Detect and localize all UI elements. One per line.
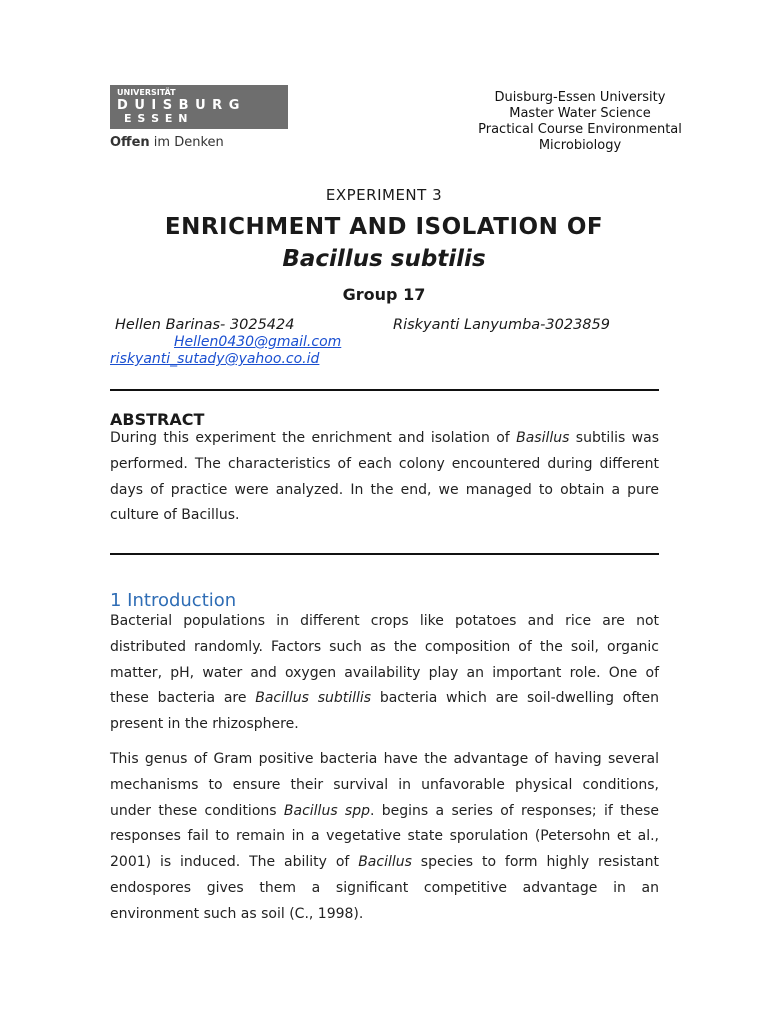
title-line-1: ENRICHMENT AND ISOLATION OF [164,214,604,240]
email-link-2[interactable]: riskyanti_sutady@yahoo.co.id [110,351,320,367]
institution-block [440,90,720,154]
intro-p1-italic: Bacillus subtillis [255,690,372,707]
email-link-1[interactable]: Hellen0430@gmail.com [174,334,342,350]
logo-line-universitat: UNIVERSITÄT [117,88,176,97]
logo-tagline-rest: im Denken [149,135,224,150]
intro-p2-a: This genus of Gram positive bacteria have the advantage of having several mechanisms to ensure their survival in unfavorable physical conditions, under these conditions [110,751,659,819]
title-line-2: Bacillus subtilis [282,246,486,272]
intro-p1-a: Bacterial populations in different crops like potatoes and rice are not distributed randomly. Factors such as the composition of the soil, organic matter, pH, water and oxygen availability play an important role. One of these bacteria are [110,613,659,707]
intro-p2-b: . begins a series of responses; if these responses fail to remain in a vegetative state sporulation (Petersohn et al., 2001) is induced. The ability of [110,802,659,871]
author-2: Riskyanti Lanyumba-3023859 [393,317,610,333]
institution-line: Duisburg-Essen University [494,90,666,105]
institution-line: Practical Course Environmental [478,122,682,137]
group-label: Group 17 [342,285,426,304]
abstract-text-b: subtilis was performed. The characteristics of each colony encountered during different days of practice were analyzed. In the end, we managed to obtain a pure culture of Bacillus. [110,430,659,524]
intro-p2-c: species to form highly resistant endospores gives them a significant competitive advantage in an environment such as soil (C., 1998). [110,854,659,922]
intro-p2-italic-2: Bacillus [358,854,412,871]
section-heading-introduction: 1 Introduction [110,590,237,611]
divider-top [110,389,659,391]
logo-tagline [110,135,224,150]
intro-paragraph-2 [110,747,659,928]
author-1: Hellen Barinas- 3025424 [115,317,295,333]
institution-line: Microbiology [538,138,622,153]
abstract-text-a: During this experiment the enrichment and isolation of [110,430,517,446]
divider-bottom [110,553,659,555]
university-logo [110,85,288,129]
intro-p2-italic-1: Bacillus spp [283,802,370,819]
intro-p1-b: bacteria which are soil-dwelling often present in the rhizosphere. [110,690,659,733]
logo-line-duisburg: D U I S B U R G [117,98,241,113]
intro-paragraph-1 [110,609,659,738]
institution-line: Master Water Science [509,106,651,121]
logo-line-essen: E S S E N [124,112,189,125]
abstract-text-italic: Basillus [516,430,570,446]
abstract-heading: ABSTRACT [110,410,205,429]
logo-tagline-bold: Offen [110,135,150,150]
abstract-text [110,426,659,529]
experiment-label: EXPERIMENT 3 [325,186,443,204]
